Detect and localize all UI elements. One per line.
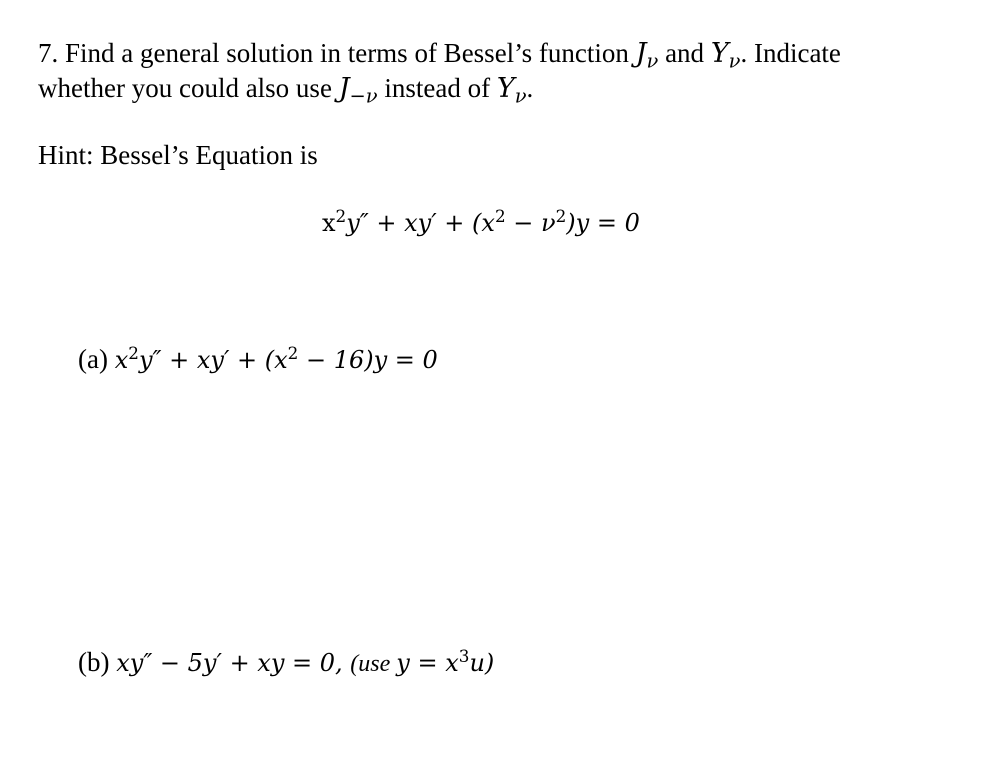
problem-line-2-text: whether you could also use	[38, 73, 339, 103]
part-b-label: (b)	[78, 647, 117, 678]
bessel-eq-sup-1: 2	[335, 206, 347, 226]
bessel-y-symbol: Y	[710, 38, 729, 69]
bessel-eq-x: x	[322, 209, 336, 238]
part-a-eq-x: x	[114, 346, 129, 375]
problem-line-1	[38, 40, 841, 71]
bessel-y-symbol-2: Y	[496, 73, 515, 104]
part-a-label: (a)	[78, 344, 115, 375]
bessel-j-neg-subscript: −ν	[349, 84, 378, 108]
bessel-equation	[322, 208, 640, 236]
bessel-j-symbol: J	[635, 38, 647, 69]
problem-line-1-and: and	[658, 38, 711, 68]
bessel-eq-sup-2: 2	[494, 206, 506, 226]
part-b-use-text: (use	[350, 651, 397, 678]
bessel-y-subscript: ν	[728, 49, 741, 73]
part-a-eq-sup-1: 2	[128, 343, 139, 363]
part-b-substitution-2: u)	[469, 649, 495, 678]
problem-line-2-suffix: .	[526, 73, 534, 103]
bessel-eq-sup-3: 2	[555, 206, 567, 226]
problem-line-1-suffix: . Indicate	[740, 38, 841, 68]
bessel-j-subscript: ν	[646, 49, 659, 73]
part-a-eq-part-2: y″ + xy′ + (x	[138, 346, 288, 375]
part-b	[78, 648, 494, 676]
bessel-eq-part-2: y″ + xy′ + (x	[346, 209, 495, 238]
part-b-equation: xy″ − 5y′ + xy = 0,	[116, 649, 351, 678]
part-a-eq-sup-2: 2	[287, 343, 299, 363]
part-a-eq-part-3: − 16)y = 0	[298, 346, 438, 375]
part-a	[78, 345, 438, 373]
problem-line-1-text: 7. Find a general solution in terms of Bessel’s function	[38, 38, 636, 68]
bessel-eq-part-4: )y = 0	[566, 209, 640, 238]
bessel-eq-part-3: − ν	[505, 209, 556, 238]
problem-line-2-instead: instead of	[377, 73, 497, 103]
hint-label: Hint: Bessel’s Equation is	[38, 140, 318, 170]
part-b-substitution-sup: 3	[458, 646, 470, 666]
bessel-y-subscript-2: ν	[514, 84, 527, 108]
bessel-j-neg-symbol: J	[338, 73, 350, 104]
part-b-substitution-1: y = x	[396, 649, 459, 678]
problem-line-2	[38, 75, 533, 106]
